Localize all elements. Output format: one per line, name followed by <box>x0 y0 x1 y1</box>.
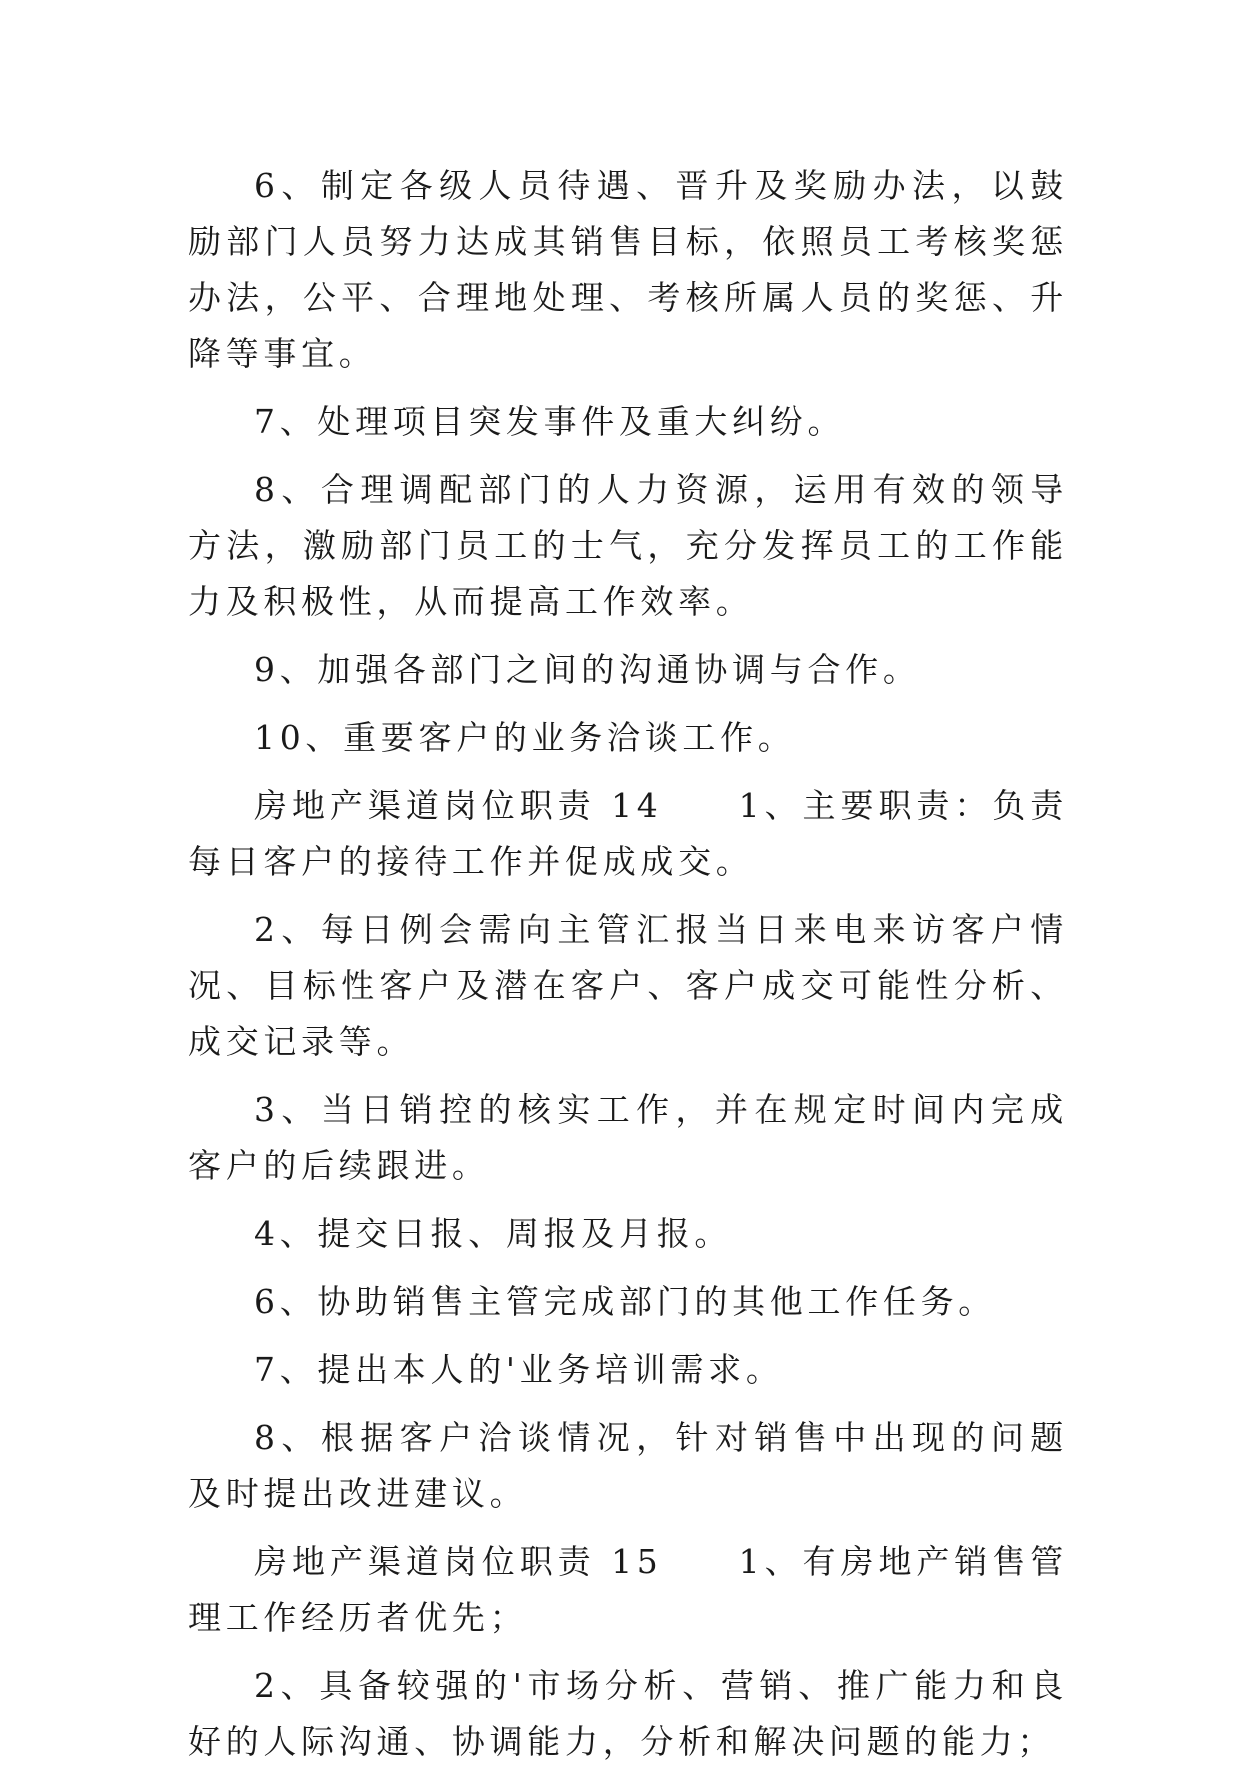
paragraph-item-4-reports: 4、提交日报、周报及月报。 <box>254 1214 733 1253</box>
section-15-paragraph: 房地产渠道岗位职责 15 1、有房地产销售管理工作经历者优先； <box>188 1542 1068 1637</box>
paragraph-item-9-coordination: 9、加强各部门之间的沟通协调与合作。 <box>254 650 921 689</box>
paragraph-item-2-abilities: 2、具备较强的'市场分析、营销、推广能力和良好的人际沟通、协调能力，分析和解决问题的能力； <box>188 1666 1068 1761</box>
paragraph-item-7-incidents: 7、处理项目突发事件及重大纠纷。 <box>254 402 846 441</box>
paragraph-item-6-assist-supervisor: 6、协助销售主管完成部门的其他工作任务。 <box>254 1282 996 1321</box>
paragraph-item-2-daily-meeting: 2、每日例会需向主管汇报当日来电来访客户情况、目标性客户及潜在客户、客户成交可能性分析、成交记录等。 <box>188 910 1068 1061</box>
paragraph-item-10-key-clients: 10、重要客户的业务洽谈工作。 <box>254 718 796 757</box>
paragraph-item-8-suggestions: 8、根据客户洽谈情况，针对销售中出现的问题及时提出改进建议。 <box>188 1418 1068 1513</box>
section-14-paragraph: 房地产渠道岗位职责 14 1、主要职责：负责每日客户的接待工作并促成成交。 <box>188 786 1068 881</box>
paragraph-item-3-sales-control: 3、当日销控的核实工作，并在规定时间内完成客户的后续跟进。 <box>188 1090 1068 1185</box>
paragraph-item-7-training: 7、提出本人的'业务培训需求。 <box>254 1350 784 1389</box>
paragraph-item-8-human-resources: 8、合理调配部门的人力资源，运用有效的领导方法，激励部门员工的士气，充分发挥员工的工作能力及积极性，从而提高工作效率。 <box>188 470 1068 621</box>
document-body <box>188 158 1068 1782</box>
paragraph-item-6-incentives: 6、制定各级人员待遇、晋升及奖励办法，以鼓励部门人员努力达成其销售目标，依照员工考核奖惩办法，公平、合理地处理、考核所属人员的奖惩、升降等事宜。 <box>188 166 1068 373</box>
